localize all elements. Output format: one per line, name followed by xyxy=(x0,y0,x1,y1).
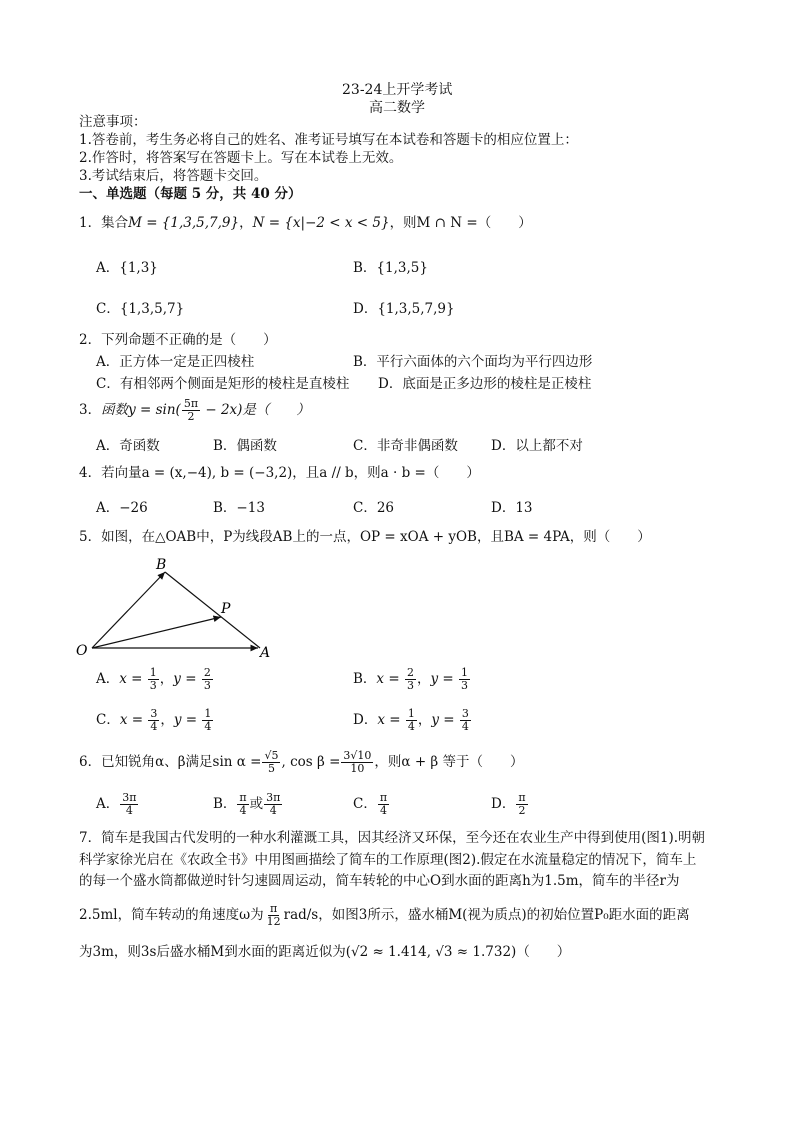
note-item-1: 1.答卷前，考生务必将自己的姓名、准考证号填写在本试卷和答题卡的相应位置上： xyxy=(79,132,578,148)
exam-title: 23-24上开学考试 xyxy=(342,82,453,98)
section-title: 一、单选题（每题 5 分，共 40 分） xyxy=(79,186,302,202)
question-7-line-5: 为3m，则3s后盛水桶M到水面的距离近似为(√2 ≈ 1.414, √3 ≈ 1.732)（ ） xyxy=(79,944,571,960)
question-number: 3． xyxy=(79,402,102,418)
q6-option-a[interactable]: A． $\frac{3\pi}{4}$ xyxy=(96,791,137,817)
set-m: M = {1,3,5,7,9} xyxy=(128,215,240,231)
fraction: $\frac{\pi}{12}$ xyxy=(266,902,281,928)
q2-option-b[interactable]: B．平行六面体的六个面均为平行四边形 xyxy=(353,354,593,370)
question-number: 2． xyxy=(79,332,102,348)
q3-option-d[interactable]: D．以上都不对 xyxy=(491,438,583,454)
q5-option-c[interactable]: C．x = $\frac{3}{4}$ ，y = $\frac{1}{4}$ xyxy=(96,707,212,733)
question-number: 1． xyxy=(79,215,102,231)
subject-title: 高二数学 xyxy=(369,100,425,116)
q2-option-c[interactable]: C．有相邻两个侧面是矩形的棱柱是直棱柱 xyxy=(96,376,350,392)
q5-option-d[interactable]: D．x = $\frac{1}{4}$ ，y = $\frac{3}{4}$ xyxy=(353,707,469,733)
q5-option-a[interactable]: A．x = $\frac{1}{3}$ ，y = $\frac{2}{3}$ xyxy=(96,666,211,692)
question-5-stem xyxy=(79,528,651,546)
stem-text: 如图，在△OAB中，P为线段AB上的一点，OP = xOA + yOB，且BA = 4PA，则（ ） xyxy=(101,529,651,545)
q4-option-c[interactable]: C．26 xyxy=(353,500,395,516)
question-4-stem xyxy=(79,464,480,482)
fraction: $\frac{5\pi}{2}$ xyxy=(183,397,199,423)
q1-option-b[interactable]: B．{1,3,5} xyxy=(353,260,428,276)
question-2-stem xyxy=(79,331,277,349)
q4-option-a[interactable]: A．−26 xyxy=(96,500,148,516)
label-o: O xyxy=(76,643,88,659)
set-n: N = {x|−2 < x < 5} xyxy=(252,215,390,231)
segment-op xyxy=(92,617,221,648)
stem-text: 若向量a = (x,−4), b = (−3,2)，且a // b，则a · b =（ ） xyxy=(101,465,480,481)
note-item-3: 3.考试结束后，将答题卡交回。 xyxy=(79,168,268,184)
q6-option-d[interactable]: D． $\frac{\pi}{2}$ xyxy=(491,791,526,817)
question-3-stem xyxy=(79,398,310,423)
question-7-line-1: 7．简车是我国古代发明的一种水利灌溉工具，因其经济又环保，至今还在农业生产中得到使用(图1).明朝 xyxy=(79,830,706,846)
segment-ob xyxy=(92,572,165,648)
notes-title: 注意事项： xyxy=(79,114,147,130)
question-number: 5． xyxy=(79,529,102,545)
question-number: 4． xyxy=(79,465,102,481)
q4-option-b[interactable]: B．−13 xyxy=(213,500,265,516)
label-p: P xyxy=(221,601,231,617)
stem-text: − 2x)是（ ） xyxy=(201,402,310,418)
q6-option-c[interactable]: C． $\frac{\pi}{4}$ xyxy=(353,791,388,817)
q3-option-c[interactable]: C．非奇非偶函数 xyxy=(353,438,458,454)
label-b: B xyxy=(156,557,167,573)
q6-option-b[interactable]: B． $\frac{\pi}{4}$ 或 $\frac{3\pi}{4}$ xyxy=(213,791,281,817)
question-7-line-2: 科学家徐光启在《农政全书》中用图画描绘了简车的工作原理(图2).假定在水流量稳定的情况下，简车上 xyxy=(79,852,697,868)
q1-option-d[interactable]: D．{1,3,5,7,9} xyxy=(353,301,455,317)
question-6-stem: 6．已知锐角α、β满足sin α = $\frac{√5}{5}$ , cos β = $\frac{3√10}{10}$ ，则α + β 等于（ ） xyxy=(79,749,524,775)
stem-text: 集合 xyxy=(101,215,129,231)
question-number: 6． xyxy=(79,754,102,770)
stem-text: 下列命题不正确的是（ ） xyxy=(101,332,277,348)
triangle-figure xyxy=(70,555,280,665)
q1-option-c[interactable]: C．{1,3,5,7} xyxy=(96,301,185,317)
q2-option-d[interactable]: D．底面是正多边形的棱柱是正棱柱 xyxy=(378,376,592,392)
fraction: $\frac{√5}{5}$ xyxy=(264,749,279,775)
q3-option-a[interactable]: A．奇函数 xyxy=(96,438,160,454)
question-7-line-3: 的每一个盛水筒都做逆时针匀速圆周运动，简车转轮的中心O到水面的距离h为1.5m，简车的半径r为 xyxy=(79,873,680,889)
stem-text: 函数y = sin( xyxy=(101,402,181,418)
q4-option-d[interactable]: D．13 xyxy=(491,500,533,516)
fraction: $\frac{3√10}{10}$ xyxy=(343,749,372,775)
q3-option-b[interactable]: B．偶函数 xyxy=(213,438,277,454)
segment-ba xyxy=(165,572,260,648)
stem-text: ，则M ∩ N =（ ） xyxy=(389,215,532,231)
note-item-2: 2.作答时，将答案写在答题卡上。写在本试卷上无效。 xyxy=(79,150,403,166)
question-7-line-4: 2.5ml，简车转动的角速度ω为 $\frac{\pi}{12}$ rad/s，如图3所示，盛水桶M(视为质点)的初始位置P₀距水面的距离 xyxy=(79,902,690,928)
question-1-stem: 1．集合M = {1,3,5,7,9}，N = {x|−2 < x < 5}，则M ∩ N =（ ） xyxy=(79,215,532,231)
label-a: A xyxy=(260,645,271,661)
q1-option-a[interactable]: A．{1,3} xyxy=(96,260,158,276)
q5-option-b[interactable]: B．x = $\frac{2}{3}$ ，y = $\frac{1}{3}$ xyxy=(353,666,468,692)
q2-option-a[interactable]: A．正方体一定是正四棱柱 xyxy=(96,354,255,370)
